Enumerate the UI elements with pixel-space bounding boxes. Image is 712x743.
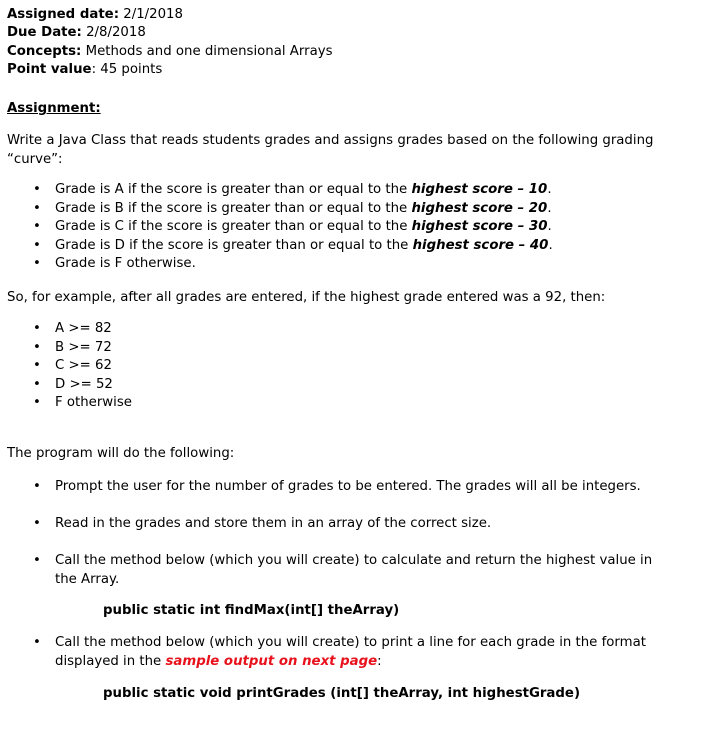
- assignment-intro-line-1: Write a Java Class that reads students grades and assigns grades based on the following grading: [7, 133, 654, 148]
- concepts-line: [7, 43, 333, 62]
- step-text-line-1: Call the method below (which you will create) to print a line for each grade in the format: [55, 635, 646, 650]
- program-step-1: [0, 478, 700, 497]
- assigned-date-line: [7, 6, 183, 25]
- bullet-icon: •: [33, 321, 41, 336]
- bullet-icon: •: [33, 182, 41, 197]
- program-step-3: [0, 552, 700, 589]
- list-item: [0, 339, 700, 358]
- sample-output-link[interactable]: sample output on next page: [165, 653, 378, 669]
- rule-text: Grade is F otherwise.: [55, 256, 196, 271]
- program-step-4: [0, 634, 700, 671]
- step-text-post: :: [377, 653, 382, 669]
- rule-emphasis: highest score – 40: [412, 237, 549, 253]
- rule-text: Grade is B if the score is greater than or equal to the: [55, 200, 412, 216]
- point-value-label: Point value: [7, 62, 92, 77]
- bullet-icon: •: [33, 339, 41, 355]
- list-item: [0, 634, 700, 671]
- step-text: Prompt the user for the number of grades to be entered. The grades will all be integers.: [55, 479, 641, 494]
- list-item: [0, 478, 700, 497]
- print-grades-signature: public static void printGrades (int[] theArray, int highestGrade): [103, 686, 581, 701]
- example-list: [0, 320, 700, 413]
- bullet-icon: •: [33, 237, 41, 253]
- rule-text: Grade is A if the score is greater than or equal to the: [55, 182, 412, 197]
- bullet-icon: •: [33, 553, 41, 568]
- example-item-text: D >= 52: [55, 376, 113, 392]
- assignment-heading: Assignment:: [7, 101, 101, 116]
- program-step-2: [0, 515, 700, 534]
- list-item: [0, 320, 700, 339]
- list-item: [0, 394, 700, 413]
- step-text-line-1: Call the method below (which you will create) to calculate and return the highest value in: [55, 553, 653, 568]
- list-item: [0, 200, 700, 219]
- bullet-icon: •: [33, 200, 41, 216]
- example-intro: So, for example, after all grades are entered, if the highest grade entered was a 92, then:: [7, 290, 606, 305]
- example-item-text: F otherwise: [55, 395, 132, 410]
- list-item: [0, 255, 700, 274]
- concepts-value: Methods and one dimensional Arrays: [85, 44, 333, 59]
- step-text-line-2: [55, 653, 700, 672]
- example-item-text: B >= 72: [55, 339, 112, 355]
- assigned-date-label: Assigned date:: [7, 7, 120, 22]
- list-item: [0, 181, 700, 200]
- bullet-icon: •: [33, 219, 41, 234]
- list-item: [0, 218, 700, 237]
- due-date-label: Due Date:: [7, 25, 82, 40]
- step-text-line-2: the Array.: [55, 571, 120, 587]
- step-text-pre: displayed in the: [55, 653, 166, 669]
- list-item: [0, 552, 700, 589]
- rule-end: .: [548, 237, 553, 253]
- rule-emphasis: highest score – 30: [411, 219, 548, 234]
- due-date-line: [7, 24, 146, 43]
- example-item-text: C >= 62: [55, 358, 112, 373]
- bullet-icon: •: [33, 358, 41, 373]
- bullet-icon: •: [33, 256, 41, 271]
- list-item: [0, 237, 700, 256]
- bullet-icon: •: [33, 635, 41, 650]
- rule-end: .: [547, 182, 552, 197]
- concepts-label: Concepts:: [7, 44, 82, 59]
- bullet-icon: •: [33, 395, 41, 410]
- rule-emphasis: highest score – 10: [411, 182, 548, 197]
- curve-rules-list: [0, 181, 700, 274]
- list-item: [0, 357, 700, 376]
- example-item-text: A >= 82: [55, 321, 112, 336]
- list-item: [0, 376, 700, 395]
- assignment-intro: [7, 132, 697, 169]
- due-date-value: 2/8/2018: [86, 25, 146, 40]
- step-text: Read in the grades and store them in an array of the correct size.: [55, 516, 492, 531]
- list-item: [0, 515, 700, 534]
- bullet-icon: •: [33, 479, 41, 494]
- assignment-intro-line-2: “curve”:: [7, 151, 63, 167]
- point-value-value: : 45 points: [91, 62, 163, 77]
- bullet-icon: •: [33, 516, 41, 531]
- point-value-line: [7, 61, 162, 80]
- assigned-date-value: 2/1/2018: [123, 7, 183, 22]
- rule-end: .: [547, 219, 552, 234]
- rule-text: Grade is C if the score is greater than or equal to the: [55, 219, 412, 234]
- find-max-signature: public static int findMax(int[] theArray): [103, 603, 400, 618]
- program-intro: The program will do the following:: [7, 446, 235, 461]
- rule-emphasis: highest score – 20: [411, 200, 548, 216]
- bullet-icon: •: [33, 376, 41, 392]
- rule-end: .: [547, 200, 552, 216]
- rule-text: Grade is D if the score is greater than or equal to the: [55, 237, 413, 253]
